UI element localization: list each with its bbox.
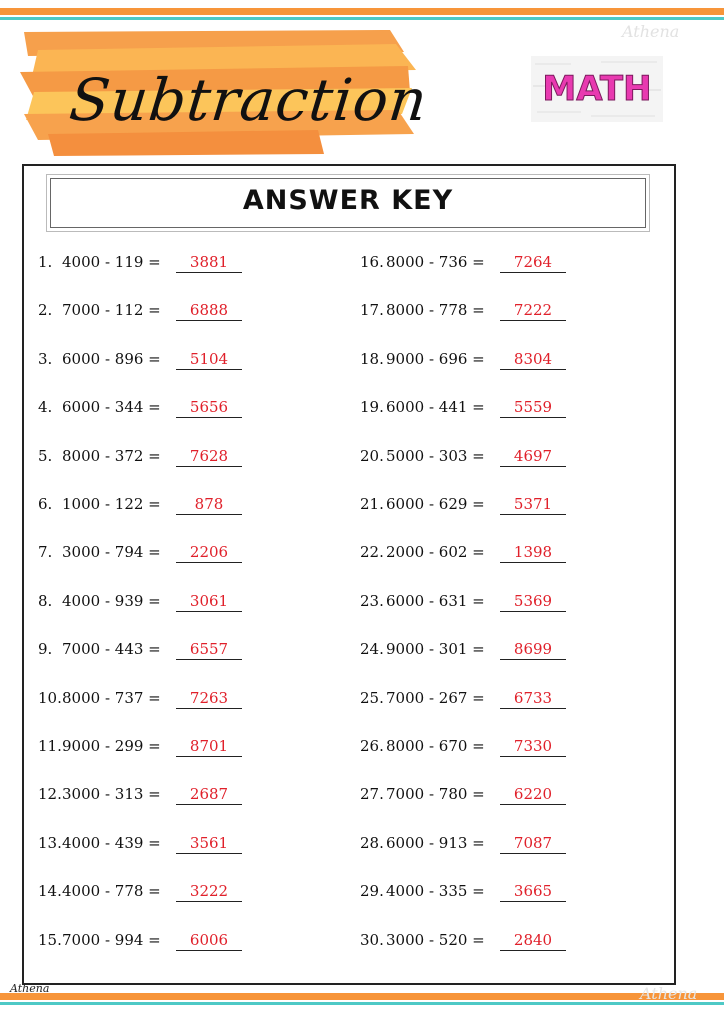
- problem-expression: 8000 - 778 =: [386, 301, 485, 320]
- problem-number: 10.: [38, 688, 62, 707]
- answer-value: 8699: [500, 640, 566, 660]
- answer-value: 2206: [176, 543, 242, 563]
- problem-expression: 8000 - 670 =: [386, 737, 485, 755]
- problem-expression: 6000 - 441 =: [386, 398, 485, 417]
- problem-expression: 6000 - 344 =: [62, 398, 161, 417]
- problem-item: [38, 687, 288, 709]
- problem-number: 21.: [360, 495, 384, 513]
- answer-value: 6006: [176, 931, 242, 951]
- answer-value: 8701: [176, 737, 242, 757]
- problem-item: [38, 541, 288, 563]
- bottom-stripe-orange: [0, 993, 724, 1000]
- top-stripe-orange: [0, 8, 724, 15]
- problem-item: [38, 783, 288, 805]
- problem-number: 3.: [38, 349, 53, 368]
- problem-expression: 3000 - 313 =: [62, 785, 161, 804]
- problem-number: 26.: [360, 737, 384, 755]
- answer-value: 5559: [500, 398, 566, 418]
- problem-expression: 3000 - 520 =: [386, 930, 485, 949]
- problem-expression: 6000 - 913 =: [386, 833, 485, 852]
- problem-item: [38, 832, 288, 854]
- problem-number: 28.: [360, 833, 384, 852]
- math-logo-text: MATH: [542, 69, 652, 109]
- problem-item: [360, 832, 610, 854]
- answer-value: 6220: [500, 785, 566, 805]
- problem-number: 23.: [360, 591, 384, 610]
- signature-bottom-left: Athena: [10, 982, 50, 995]
- problem-item: [38, 348, 288, 370]
- answer-value: 1398: [500, 543, 566, 563]
- page-title: Subtraction: [66, 66, 432, 134]
- problem-item: [38, 638, 288, 660]
- answer-value: 7263: [176, 689, 242, 709]
- problem-expression: 4000 - 335 =: [386, 882, 485, 901]
- problem-number: 12.: [38, 785, 62, 804]
- problem-number: 27.: [360, 785, 384, 804]
- problem-expression: 8000 - 737 =: [62, 688, 161, 707]
- answer-value: 7087: [500, 834, 566, 854]
- signature-faint-bottom: Athena: [640, 984, 698, 1003]
- signature-faint-top: Athena: [622, 22, 680, 41]
- problem-expression: 7000 - 112 =: [62, 301, 161, 320]
- answer-value: 7330: [500, 737, 566, 757]
- problem-item: [38, 396, 288, 418]
- problem-expression: 6000 - 896 =: [62, 349, 161, 368]
- problem-number: 14.: [38, 882, 62, 901]
- problem-number: 2.: [38, 301, 53, 320]
- problem-item: [360, 541, 610, 563]
- problem-item: [38, 929, 288, 951]
- problem-number: 9.: [38, 640, 53, 659]
- answer-value: 7628: [176, 447, 242, 467]
- answer-value: 3561: [176, 834, 242, 854]
- problem-expression: 2000 - 602 =: [386, 543, 485, 562]
- top-stripe-teal: [0, 17, 724, 20]
- problem-number: 4.: [38, 398, 53, 417]
- problem-item: [38, 445, 288, 467]
- problem-number: 22.: [360, 543, 384, 562]
- problem-item: [360, 880, 610, 902]
- problem-number: 13.: [38, 833, 62, 852]
- answer-value: 3061: [176, 592, 242, 612]
- answer-value: 8304: [500, 350, 566, 370]
- answer-value: 7264: [500, 253, 566, 273]
- problem-expression: 8000 - 736 =: [386, 253, 485, 271]
- problem-expression: 7000 - 994 =: [62, 930, 161, 949]
- problem-expression: 9000 - 299 =: [62, 737, 161, 755]
- problem-item: [360, 929, 610, 951]
- problem-expression: 3000 - 794 =: [62, 543, 161, 562]
- math-logo: [531, 56, 663, 122]
- problem-number: 8.: [38, 591, 53, 610]
- problem-item: [360, 396, 610, 418]
- answer-value: 878: [176, 495, 242, 515]
- problem-number: 29.: [360, 882, 384, 901]
- answer-value: 2840: [500, 931, 566, 951]
- answer-value: 3665: [500, 882, 566, 902]
- answer-value: 3881: [176, 253, 242, 273]
- problem-number: 19.: [360, 398, 384, 417]
- worksheet-card: [22, 164, 676, 985]
- problem-expression: 4000 - 778 =: [62, 882, 161, 901]
- problem-number: 15.: [38, 930, 62, 949]
- problem-expression: 8000 - 372 =: [62, 446, 161, 465]
- answer-value: 4697: [500, 447, 566, 467]
- problem-expression: 6000 - 629 =: [386, 495, 485, 513]
- problem-number: 20.: [360, 446, 384, 465]
- answer-value: 6733: [500, 689, 566, 709]
- problem-item: [38, 735, 288, 757]
- answer-value: 5656: [176, 398, 242, 418]
- problem-expression: 7000 - 443 =: [62, 640, 161, 659]
- answer-value: 6557: [176, 640, 242, 660]
- answer-key-header: [50, 178, 646, 228]
- answer-value: 2687: [176, 785, 242, 805]
- problem-number: 30.: [360, 930, 384, 949]
- problem-number: 1.: [38, 253, 53, 271]
- problem-item: [360, 299, 610, 321]
- problem-number: 11.: [38, 737, 62, 755]
- answer-value: 5104: [176, 350, 242, 370]
- problem-number: 5.: [38, 446, 53, 465]
- problem-expression: 4000 - 439 =: [62, 833, 161, 852]
- problem-item: [360, 493, 610, 515]
- problem-expression: 7000 - 267 =: [386, 688, 485, 707]
- problem-number: 17.: [360, 301, 384, 320]
- problem-item: [360, 638, 610, 660]
- answer-value: 7222: [500, 301, 566, 321]
- problem-number: 6.: [38, 495, 53, 513]
- problem-expression: 1000 - 122 =: [62, 495, 161, 513]
- problem-number: 7.: [38, 543, 53, 562]
- problem-item: [360, 348, 610, 370]
- problem-item: [360, 783, 610, 805]
- problem-item: [38, 590, 288, 612]
- answer-value: 3222: [176, 882, 242, 902]
- problem-item: [38, 299, 288, 321]
- problem-expression: 7000 - 780 =: [386, 785, 485, 804]
- problem-item: [360, 445, 610, 467]
- problem-expression: 4000 - 119 =: [62, 253, 161, 271]
- problem-item: [360, 687, 610, 709]
- problem-expression: 9000 - 696 =: [386, 349, 485, 368]
- problem-number: 16.: [360, 253, 384, 271]
- problem-number: 25.: [360, 688, 384, 707]
- problem-expression: 4000 - 939 =: [62, 591, 161, 610]
- problem-expression: 5000 - 303 =: [386, 446, 485, 465]
- problem-expression: 9000 - 301 =: [386, 640, 485, 659]
- answer-value: 5369: [500, 592, 566, 612]
- answer-value: 6888: [176, 301, 242, 321]
- problem-item: [360, 735, 610, 757]
- problem-expression: 6000 - 631 =: [386, 591, 485, 610]
- problem-number: 24.: [360, 640, 384, 659]
- problem-item: [360, 590, 610, 612]
- problem-item: [38, 251, 288, 273]
- problem-item: [360, 251, 610, 273]
- bottom-stripe-teal: [0, 1002, 724, 1005]
- problem-number: 18.: [360, 349, 384, 368]
- answer-value: 5371: [500, 495, 566, 515]
- problem-item: [38, 880, 288, 902]
- problem-item: [38, 493, 288, 515]
- title-banner: [18, 30, 432, 158]
- answer-key-title: ANSWER KEY: [242, 185, 454, 216]
